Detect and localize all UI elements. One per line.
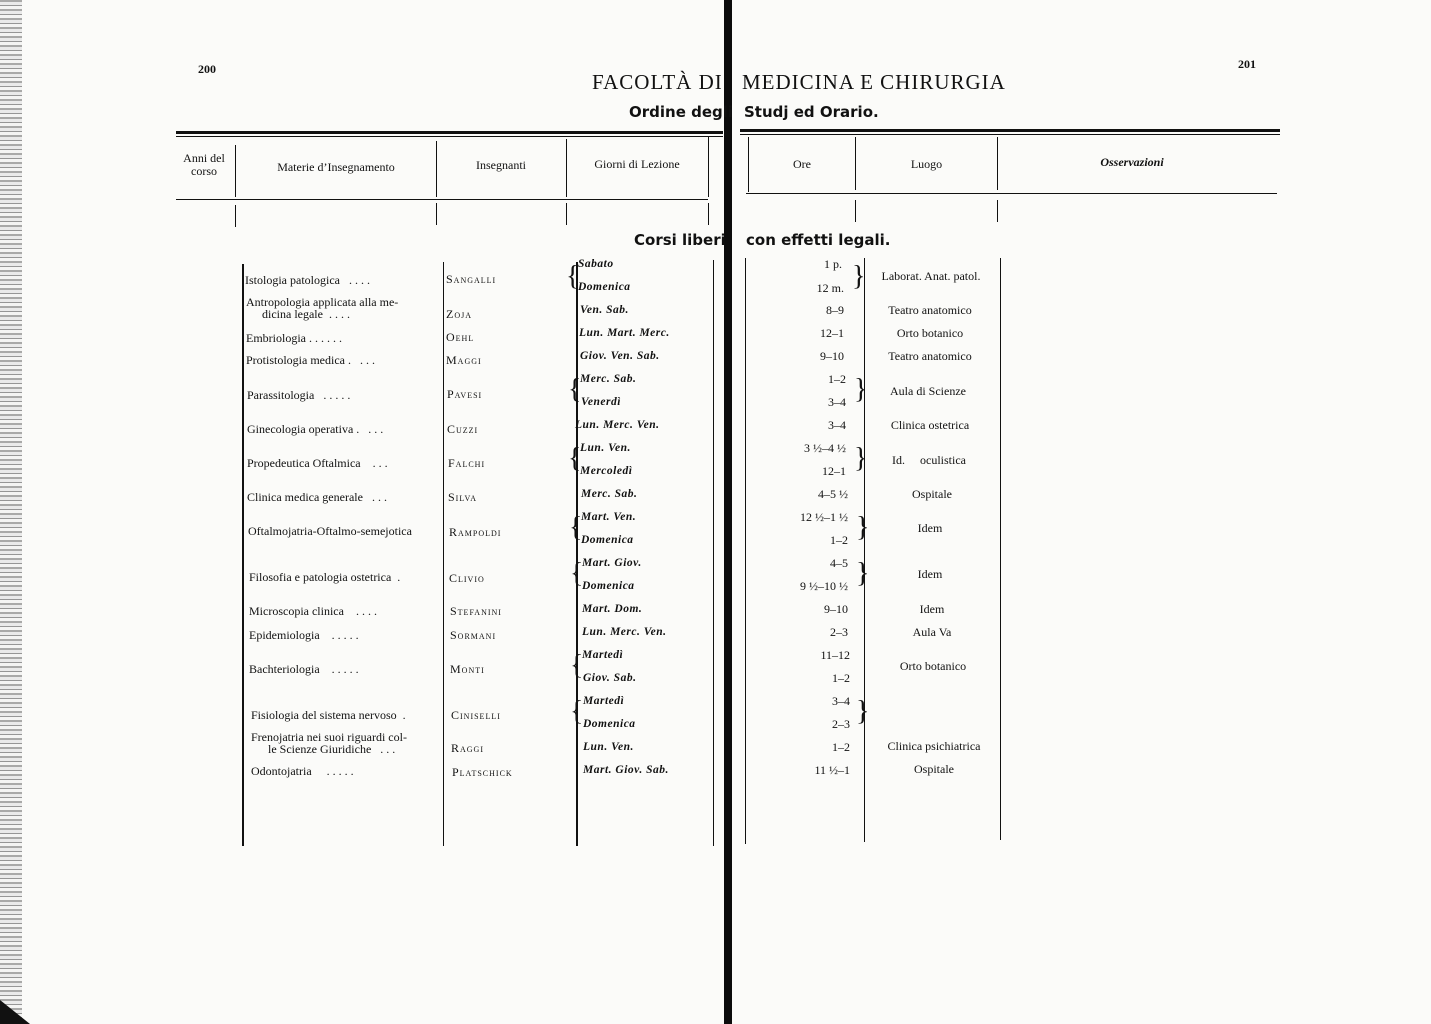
materia-cell: Propedeutica Oftalmica . . . (247, 456, 388, 470)
giorni-cell: Giov. Ven. Sab. (580, 350, 660, 362)
brace-mark: { (570, 696, 584, 727)
ore-cell: 1 p. (824, 257, 842, 271)
materia-cell: Bachteriologia . . . . . (249, 662, 359, 676)
ore-cell: 12 ½–1 ½ (800, 510, 848, 524)
giorni-cell: Domenica (578, 281, 631, 293)
giorni-cell: Ven. Sab. (580, 304, 629, 316)
ore-cell: 1–2 (830, 533, 848, 547)
header-divider (708, 137, 709, 197)
giorni-cell: Sabato (578, 258, 614, 270)
materia-cell: Parassitologia . . . . . (247, 388, 351, 402)
materia-cell: Microscopia clinica . . . . (249, 604, 377, 618)
body-divider (576, 262, 578, 846)
header-osservazioni: Osservazioni (1100, 155, 1164, 169)
giorni-cell: Martedì (583, 695, 625, 707)
body-divider (745, 258, 746, 844)
giorni-cell: Mart. Dom. (582, 603, 643, 615)
header-anni: Anni del corso (183, 151, 225, 178)
brace-mark: { (570, 558, 584, 589)
luogo-cell: Idem (917, 521, 943, 535)
giorni-cell: Lun. Ven. (583, 741, 634, 753)
header-divider (566, 139, 567, 197)
materia-cell: Clinica medica generale . . . (247, 490, 387, 504)
ore-cell: 3–4 (828, 395, 846, 409)
insegnante-cell: Raggi (451, 741, 484, 755)
title-right: MEDICINA E CHIRURGIA (742, 70, 1006, 94)
ore-cell: 11–12 (820, 648, 850, 662)
column-stub (855, 200, 856, 222)
header-rule-top-right-thin (740, 134, 1280, 135)
ore-cell: 12–1 (822, 464, 846, 478)
left-binding-edge (0, 0, 22, 1024)
ore-cell: 3–4 (828, 418, 846, 432)
insegnante-cell: Falchi (448, 456, 486, 470)
luogo-cell: Clinica ostetrica (890, 418, 970, 432)
luogo-cell: Ospitale (914, 762, 954, 776)
giorni-cell: Mercoledì (580, 465, 633, 477)
header-rule-top-left (176, 131, 723, 134)
giorni-cell: Mart. Giov. Sab. (583, 764, 669, 776)
ore-cell: 8–9 (826, 303, 844, 317)
section-heading-left: Corsi liberi (634, 231, 726, 249)
insegnante-cell: Rampoldi (449, 525, 502, 539)
ore-cell: 12 m. (816, 281, 844, 295)
brace-mark: { (568, 443, 582, 474)
materia-cell: dicina legale . . . . (262, 307, 350, 321)
ore-cell: 9 ½–10 ½ (800, 579, 848, 593)
giorni-cell: Domenica (582, 580, 635, 592)
column-stub (436, 203, 437, 225)
insegnante-cell: Pavesi (447, 387, 483, 401)
header-rule-top-right (740, 129, 1280, 132)
luogo-cell: Aula Va (912, 625, 952, 639)
subtitle-left: Ordine degli (629, 103, 734, 121)
brace-mark: } (856, 558, 870, 589)
materia-cell: Odontojatria . . . . . (251, 764, 354, 778)
ore-cell: 3 ½–4 ½ (804, 441, 846, 455)
giorni-cell: Merc. Sab. (580, 373, 637, 385)
header-rule-top-left-thin (176, 136, 723, 137)
luogo-cell: Teatro anatomico (888, 349, 972, 363)
ore-cell: 9–10 (824, 602, 848, 616)
ore-cell: 2–3 (830, 625, 848, 639)
materia-cell: Oftalmojatria-Oftalmo-semejotica (248, 524, 412, 538)
insegnante-cell: Maggi (446, 353, 482, 367)
column-stub (997, 200, 998, 222)
giorni-cell: Giov. Sab. (583, 672, 637, 684)
title-left: FACOLTÀ DI (592, 70, 723, 94)
materia-cell: le Scienze Giuridiche . . . (268, 742, 396, 756)
luogo-cell: Orto botanico (896, 326, 964, 340)
body-divider (713, 260, 714, 846)
insegnante-cell: Stefanini (450, 604, 502, 618)
luogo-cell: Idem (919, 602, 945, 616)
brace-mark: } (852, 261, 866, 292)
ore-cell: 1–2 (832, 740, 850, 754)
materia-cell: Antropologia applicata alla me- (246, 295, 399, 309)
luogo-cell: Aula di Scienze (890, 384, 966, 398)
page-number-left: 200 (198, 62, 216, 76)
insegnante-cell: Silva (448, 490, 478, 504)
materia-cell: Fisiologia del sistema nervoso . (251, 708, 406, 722)
luogo-cell: Teatro anatomico (888, 303, 972, 317)
materia-cell: Frenojatria nei suoi riguardi col- (251, 730, 407, 744)
ore-cell: 2–3 (832, 717, 850, 731)
luogo-cell: Idem (917, 567, 943, 581)
header-luogo: Luogo (910, 157, 943, 171)
ore-cell: 4–5 (830, 556, 848, 570)
giorni-cell: Domenica (581, 534, 634, 546)
brace-mark: } (856, 696, 870, 727)
ore-cell: 11 ½–1 (814, 763, 850, 777)
materia-cell: Filosofia e patologia ostetrica . (249, 570, 401, 584)
giorni-cell: Mart. Giov. (582, 557, 642, 569)
materia-cell: Embriologia . . . . . . (246, 331, 342, 345)
body-divider (864, 258, 865, 842)
giorni-cell: Mart. Ven. (581, 511, 637, 523)
materia-cell: Protistologia medica . . . . (246, 353, 375, 367)
giorni-cell: Merc. Sab. (581, 488, 638, 500)
ore-cell: 9–10 (820, 349, 844, 363)
ore-cell: 1–2 (832, 671, 850, 685)
giorni-cell: Lun. Ven. (580, 442, 631, 454)
luogo-cell: Clinica psichiatrica (887, 739, 981, 753)
insegnante-cell: Sangalli (446, 272, 497, 286)
insegnante-cell: Platschick (452, 765, 513, 779)
ore-cell: 4–5 ½ (818, 487, 848, 501)
insegnante-cell: Cuzzi (447, 422, 479, 436)
brace-mark: } (854, 374, 868, 405)
insegnante-cell: Ciniselli (451, 708, 501, 722)
ore-cell: 1–2 (828, 372, 846, 386)
ore-cell: 3–4 (832, 694, 850, 708)
giorni-cell: Martedì (582, 649, 624, 661)
book-gutter (724, 0, 732, 1024)
brace-mark: { (568, 374, 582, 405)
brace-mark: } (856, 512, 870, 543)
luogo-cell: Ospitale (912, 487, 952, 501)
header-divider (855, 137, 856, 190)
subtitle-right: Studj ed Orario. (744, 103, 879, 121)
insegnante-cell: Clivio (449, 571, 485, 585)
brace-mark: { (570, 650, 584, 681)
page-corner-shadow (0, 1000, 30, 1024)
materia-cell: Istologia patologica . . . . (245, 273, 370, 287)
materia-cell: Ginecologia operativa . . . . (247, 422, 384, 436)
section-heading-right: con effetti legali. (746, 231, 891, 249)
luogo-cell: Laborat. Anat. patol. (881, 269, 981, 283)
column-stub (566, 203, 567, 225)
body-divider (443, 262, 444, 846)
header-divider (436, 141, 437, 197)
ore-cell: 12–1 (820, 326, 844, 340)
giorni-cell: Domenica (583, 718, 636, 730)
insegnante-cell: Sormani (450, 628, 497, 642)
header-rule-bottom-right (746, 193, 1277, 194)
page-number-right: 201 (1238, 57, 1256, 71)
header-divider (997, 137, 998, 190)
body-divider (242, 264, 244, 846)
luogo-cell: Id. oculistica (892, 453, 966, 467)
header-rule-bottom-left (176, 199, 708, 200)
brace-mark: } (854, 443, 868, 474)
header-giorni: Giorni di Lezione (594, 157, 680, 171)
giorni-cell: Lun. Merc. Ven. (582, 626, 667, 638)
giorni-cell: Lun. Mart. Merc. (579, 327, 670, 339)
brace-mark: { (566, 261, 580, 292)
insegnante-cell: Monti (450, 662, 485, 676)
insegnante-cell: Zoja (446, 307, 472, 321)
giorni-cell: Venerdì (581, 396, 621, 408)
header-materie: Materie d’Insegnamento (277, 160, 395, 174)
header-insegnanti: Insegnanti (476, 158, 526, 172)
luogo-cell: Orto botanico (899, 659, 967, 673)
giorni-cell: Lun. Merc. Ven. (575, 419, 660, 431)
column-stub (708, 203, 709, 225)
header-divider (235, 145, 236, 197)
header-ore: Ore (793, 157, 811, 171)
column-stub (235, 205, 236, 227)
insegnante-cell: Oehl (446, 330, 475, 344)
header-divider (748, 137, 749, 192)
materia-cell: Epidemiologia . . . . . (249, 628, 359, 642)
brace-mark: { (569, 512, 583, 543)
